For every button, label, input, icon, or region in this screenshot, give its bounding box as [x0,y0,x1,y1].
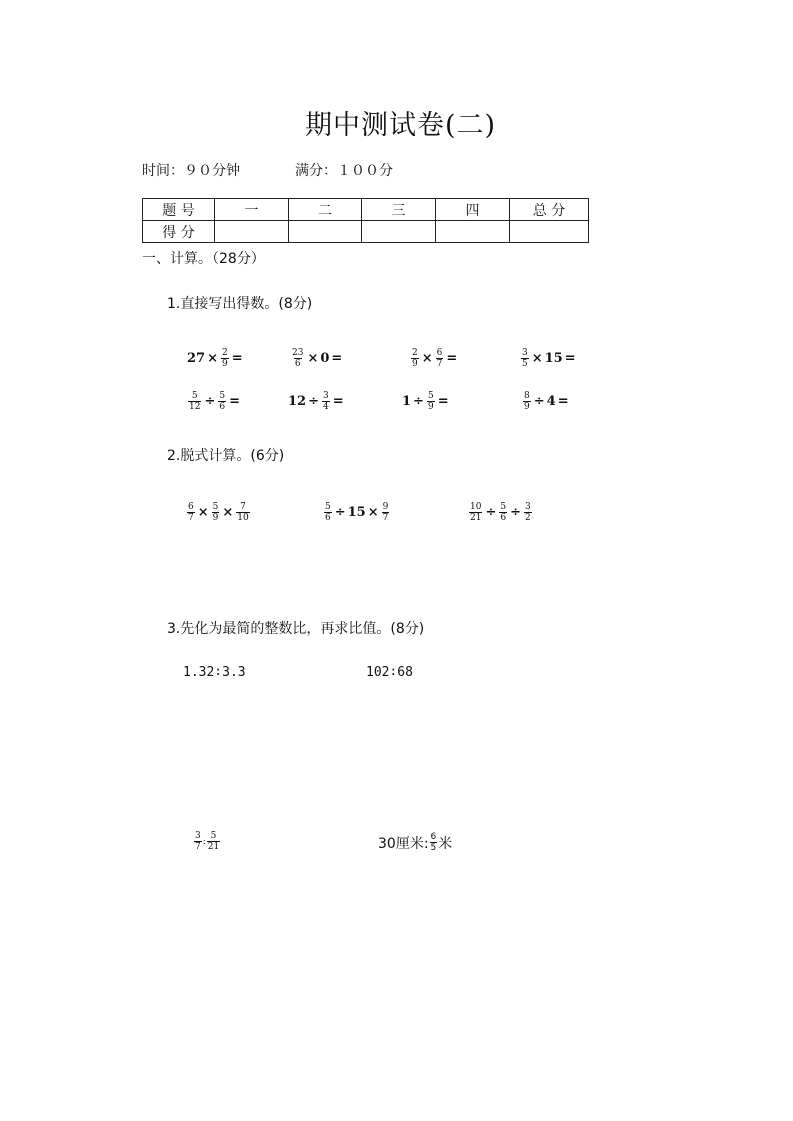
denominator: 2 [525,513,531,523]
calc-item [402,391,451,412]
numerator: 6 [430,832,437,842]
denominator: 5 [430,843,437,853]
fraction [194,831,202,852]
calc-item [187,348,245,369]
section-heading: 一、计算。（28分） [142,251,265,267]
score-table-cell: 题 号 [143,199,215,221]
fraction [411,348,419,369]
score-table-cell: 总 分 [510,199,589,221]
equals-sign: = [446,351,458,366]
numerator: 5 [191,391,198,401]
fraction [212,502,220,523]
operator: × [197,505,209,520]
numerator: 5 [500,502,507,512]
denominator: 6 [500,513,507,523]
calc-item [323,502,390,523]
equals-sign: = [331,351,343,366]
equals-sign: = [229,394,240,409]
numerator: 9 [382,502,389,512]
numerator: 5 [219,391,226,401]
equals-sign: = [231,351,243,366]
score-table-cell: 三 [362,199,436,221]
denominator: 9 [427,402,434,412]
question-1-label: 1.直接写出得数。(8分) [167,296,313,312]
operator: × [307,351,319,366]
operator: × [222,505,234,520]
numerator: 3 [525,502,531,512]
calc-item [186,502,251,523]
ratio-item [193,831,221,852]
denominator: 4 [323,402,329,412]
operator: ÷ [308,394,319,409]
denominator: 10 [237,513,249,523]
operator: ÷ [485,505,497,520]
operator: × [421,351,433,366]
numerator: 10 [470,502,482,512]
equals-sign: = [557,394,569,409]
numerator: 6 [188,502,194,512]
fraction [207,831,220,852]
ratio-colon: : [202,836,206,847]
denominator: 5 [522,359,528,369]
ratio-unit: 米 [438,835,453,852]
calc-item [290,348,344,369]
calc-item [288,391,346,412]
calc-item [468,502,533,523]
numerator: 23 [292,348,304,358]
denominator: 7 [195,842,201,852]
number: 0 [320,351,330,366]
question-2-label: 2.脱式计算。(6分) [167,448,285,464]
operator: ÷ [533,394,545,409]
operator: ÷ [510,505,521,520]
score-table [142,198,589,243]
fraction [187,502,195,523]
fraction [523,391,531,412]
operator: × [207,351,218,366]
fraction [236,502,249,523]
operator: ÷ [413,394,424,409]
equals-sign: = [437,394,449,409]
fraction [430,832,438,853]
fraction [322,391,330,412]
numerator: 7 [240,502,246,512]
equals-sign: = [564,351,576,366]
numerator: 3 [195,831,201,841]
numerator: 5 [427,391,434,401]
calc-item [522,391,571,412]
full-score-info: 满分：１００分 [295,163,393,179]
fraction [291,348,304,369]
ratio-prefix: 30厘米: [378,835,429,852]
numerator: 3 [522,348,528,358]
number: 12 [288,394,307,409]
number: 15 [544,351,563,366]
fraction [188,391,201,412]
denominator: 21 [470,513,482,523]
score-table-header-row [143,199,589,221]
denominator: 6 [325,513,331,523]
fraction [521,348,529,369]
denominator: 7 [436,359,443,369]
score-input-cell[interactable] [510,221,589,243]
fraction [324,502,332,523]
operator: × [367,505,379,520]
number: 27 [187,351,206,366]
fraction [221,348,229,369]
fraction [427,391,435,412]
numerator: 2 [412,348,418,358]
score-table-cell: 四 [436,199,510,221]
fraction [469,502,482,523]
fraction [218,391,226,412]
score-input-cell[interactable] [362,221,436,243]
numerator: 5 [210,831,217,841]
score-input-cell[interactable] [436,221,510,243]
score-table-cell: 二 [289,199,362,221]
time-info: 时间：９０分钟 [142,163,240,179]
fraction [499,502,507,523]
denominator: 6 [219,402,226,412]
fraction [436,348,444,369]
score-input-cell[interactable] [215,221,289,243]
fraction [382,502,390,523]
score-table-score-row [143,221,589,243]
calc-item [187,391,242,412]
denominator: 6 [294,359,301,369]
operator: ÷ [334,505,346,520]
denominator: 9 [222,359,228,369]
numerator: 5 [212,502,219,512]
operator: ÷ [204,394,216,409]
numerator: 8 [524,391,530,401]
ratio-item: 102∶68 [366,665,413,680]
numerator: 2 [222,348,228,358]
numerator: 3 [323,391,329,401]
denominator: 7 [382,513,389,523]
denominator: 9 [524,402,530,412]
page-title: 期中测试卷(二) [304,110,497,141]
number: 1 [402,394,412,409]
operator: × [531,351,543,366]
numerator: 5 [325,502,331,512]
calc-item [520,348,578,369]
number: 15 [347,505,366,520]
calc-item [410,348,459,369]
score-table-cell: 一 [215,199,289,221]
denominator: 12 [189,402,201,412]
question-3-label: 3.先化为最简的整数比，再求比值。(8分) [167,621,425,637]
numerator: 6 [436,348,443,358]
number: 4 [546,394,556,409]
denominator: 9 [212,513,219,523]
score-input-cell[interactable] [289,221,362,243]
fraction [524,502,532,523]
ratio-item: 1.32∶3.3 [183,665,246,680]
denominator: 7 [188,513,194,523]
denominator: 9 [412,359,418,369]
ratio-item [378,832,452,853]
equals-sign: = [332,394,344,409]
score-table-cell: 得 分 [143,221,215,243]
denominator: 21 [207,842,220,852]
